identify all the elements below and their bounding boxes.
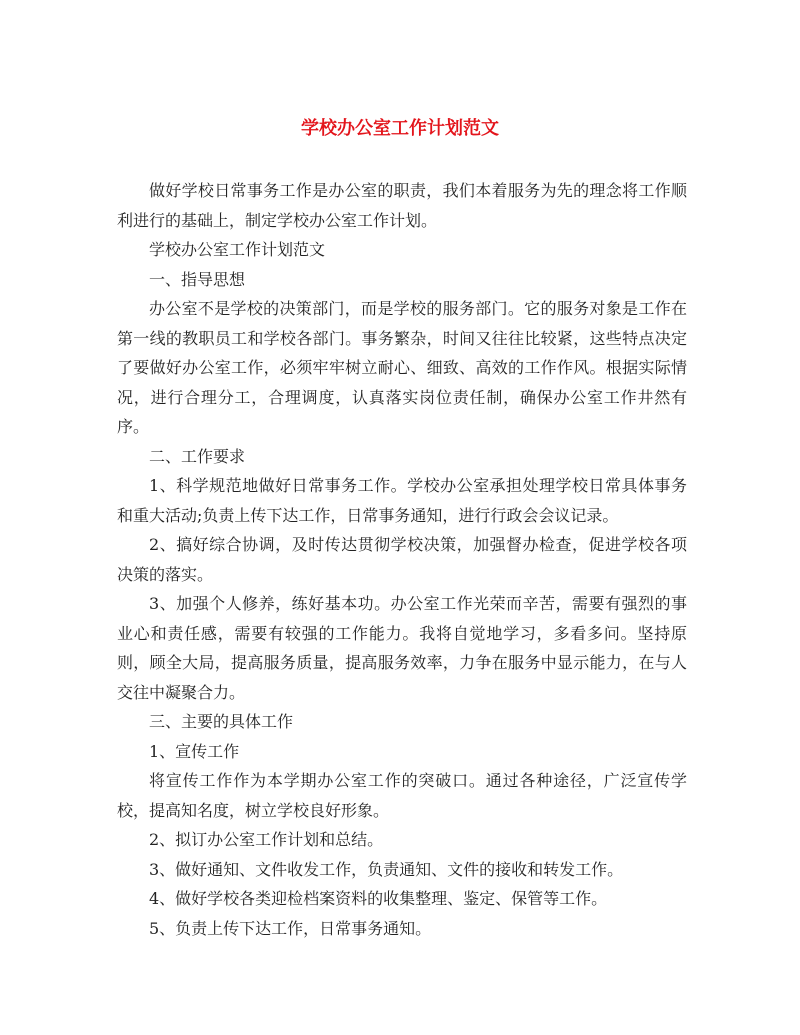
task-item-2: 2、拟订办公室工作计划和总结。 [149, 830, 384, 849]
document-body [117, 176, 687, 943]
subtitle-line: 学校办公室工作计划范文 [149, 240, 326, 259]
document-title: 学校办公室工作计划范文 [301, 118, 499, 139]
task-item-1-heading: 1、宣传工作 [149, 741, 240, 761]
requirement-item-2: 2、搞好综合协调，及时传达贯彻学校决策，加强督办检查，促进学校各项决策的落实。 [117, 535, 687, 584]
section-heading-guiding-ideology: 一、指导思想 [149, 269, 246, 289]
task-item-4: 4、做好学校各类迎检档案资料的收集整理、鉴定、保管等工作。 [149, 889, 608, 908]
section-heading-work-requirements: 二、工作要求 [149, 446, 246, 466]
requirement-item-1: 1、科学规范地做好日常事务工作。学校办公室承担处理学校日常具体事务和重大活动;负责上传下达工作，日常事务通知，进行行政会会议记录。 [117, 476, 687, 525]
intro-paragraph: 做好学校日常事务工作是办公室的职责，我们本着服务为先的理念将工作顺利进行的基础上，制定学校办公室工作计划。 [117, 181, 687, 230]
task-item-1-paragraph: 将宣传工作作为本学期办公室工作的突破口。通过各种途径，广泛宣传学校，提高知名度，树立学校良好形象。 [117, 771, 687, 820]
guiding-ideology-paragraph: 办公室不是学校的决策部门，而是学校的服务部门。它的服务对象是工作在第一线的教职员工和学校各部门。事务繁杂，时间又往往比较紧，这些特点决定了要做好办公室工作，必须牢牢树立耐心、细致、高效的工作作风。根据实际情况，进行合理分工，合理调度，认真落实岗位责任制，确保办公室工作井然有序。 [117, 299, 687, 436]
task-item-5: 5、负责上传下达工作，日常事务通知。 [149, 918, 432, 938]
requirement-item-3: 3、加强个人修养，练好基本功。办公室工作光荣而辛苦，需要有强烈的事业心和责任感，需要有较强的工作能力。我将自觉地学习，多看多问。坚持原则，顾全大局，提高服务质量，提高服务效率，力争在服务中显示能力，在与人交往中凝聚合力。 [117, 594, 687, 702]
task-item-3: 3、做好通知、文件收发工作，负责通知、文件的接收和转发工作。 [149, 859, 624, 879]
section-heading-main-tasks: 三、主要的具体工作 [149, 712, 294, 731]
